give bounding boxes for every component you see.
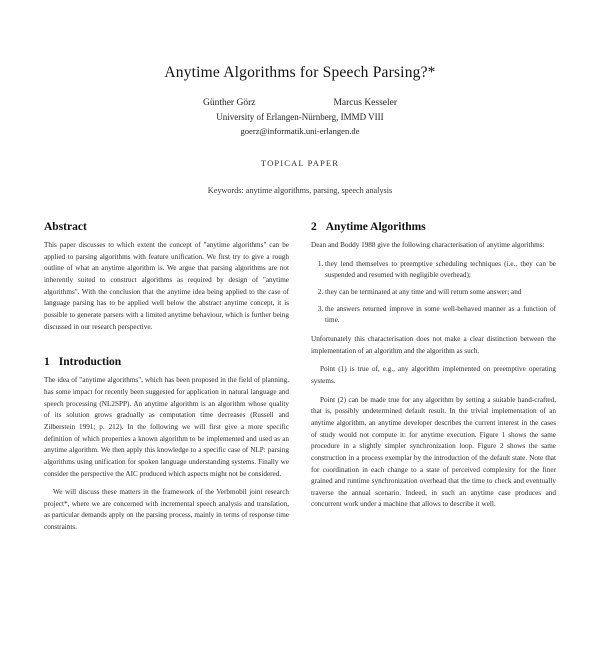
section-gap xyxy=(44,340,289,356)
section-2-title: Anytime Algorithms xyxy=(325,221,426,233)
section-1-title: Introduction xyxy=(58,356,122,369)
list-item: 1. they lend themselves to preemptive scheduling techniques (i.e., they can be suspended and resumed with negligible overhead); xyxy=(325,259,556,282)
section-2-number: 2 xyxy=(311,221,317,233)
abstract-paragraph: This paper discusses to which extent the concept of "anytime algorithms" can be applied to parsing algorithms with feature unification. We first try to give a rough outline of what an anytime algorithm is. We argue that parsing algorithms are not inherently suited to construct algorithms as required by design of "anytime algorithms". With the conclusion that the anytime idea being applied to the case of language parsing has to be applied well below the abstract anytime concept, it is possible to generate parsers with a limited anytime behaviour, which is further being discussed in our research perspective. xyxy=(44,241,289,331)
topical-paper-label: TOPICAL PAPER xyxy=(260,158,340,168)
section-2-paragraph-2: Point (1) is true of, e.g., any algorithm implemented on preemptive operating systems. xyxy=(311,365,556,385)
author-list xyxy=(0,98,600,108)
author-entry: Günther Görz xyxy=(202,98,256,108)
section-1-number: 1 xyxy=(44,356,50,369)
list-item: 2. they can be terminated at any time and will return some answer; and xyxy=(325,287,556,299)
anytime-properties-list xyxy=(311,259,556,327)
section-1-paragraph-1: The idea of "anytime algorithms", which has been proposed in the field of planning, has some impact for recently been suggested for application in natural language and speech processing (NL2SPP). An anytime algorithm is an algorithm whose quality of its solution grows gradually as computation time decreases (Russell and Zilberstein 1991; p. 212). In the following we will first give a more specific definition of which properties a known algorithm to be implemented and used as an anytime algorithm. We then apply this knowledge to a specific case of NLP: parsing algorithms using unification for spoken language understanding systems. Finally we consider the perspective the AIC produced which aspects might not be considered. xyxy=(44,376,289,478)
section-2-paragraph-1: Unfortunately this characterisation does not make a clear distinction between the implementation of an algorithm and the algorithm as such. xyxy=(311,334,556,355)
section-2-intro: Dean and Boddy 1988 give the following characterisation of anytime algorithms: xyxy=(311,241,545,249)
paper-page xyxy=(0,64,600,664)
page-title: Anytime Algorithms for Speech Parsing?* xyxy=(164,64,436,81)
contact-email: goerz@informatik.uni-erlangen.de xyxy=(240,126,360,136)
right-column xyxy=(311,221,556,541)
section-2-paragraph-3: Point (2) can be made true for any algorithm by setting a suitable hand-crafted, that is, possibly undetermined default result. In the trivial implementation of an anytime algorithm, an anytime developer describes the current interest in the cases of study would not compute it: for anytime execution. Figure 1 shows the same procedure in a slightly simpler synchronization loop. Figure 2 shows the same construction in a process exemplar by the introduction of the default state. Note that for coordination in each change to a state of perceived complexity for the finer grained and runtime synchronization overhead that the time to check and eventually traverse the annual scenario. Indeed, in such an anytime case produces and concurrent work under a machine that allows to describe it well. xyxy=(311,395,556,509)
abstract-heading: Abstract xyxy=(44,221,87,233)
affiliation: University of Erlangen-Nürnberg, IMMD VIII xyxy=(216,112,384,122)
section-1-paragraph-2: We will discuss these matters in the framework of the Verbmobil joint research project*, where we are concerned with incremental speech analysis and translation, as particular demands apply on the parsing process, mainly in terms of response time constraints. xyxy=(44,488,289,532)
section-1-heading xyxy=(44,356,289,368)
section-2-heading xyxy=(311,221,556,233)
author-entry: Marcus Kesseler xyxy=(333,98,398,108)
two-column-body xyxy=(0,221,600,541)
list-item: 3. the answers returned improve in some well-behaved manner as a function of time. xyxy=(325,304,556,327)
left-column xyxy=(44,221,289,541)
keywords-line: Keywords: anytime algorithms, parsing, speech analysis xyxy=(207,186,393,195)
